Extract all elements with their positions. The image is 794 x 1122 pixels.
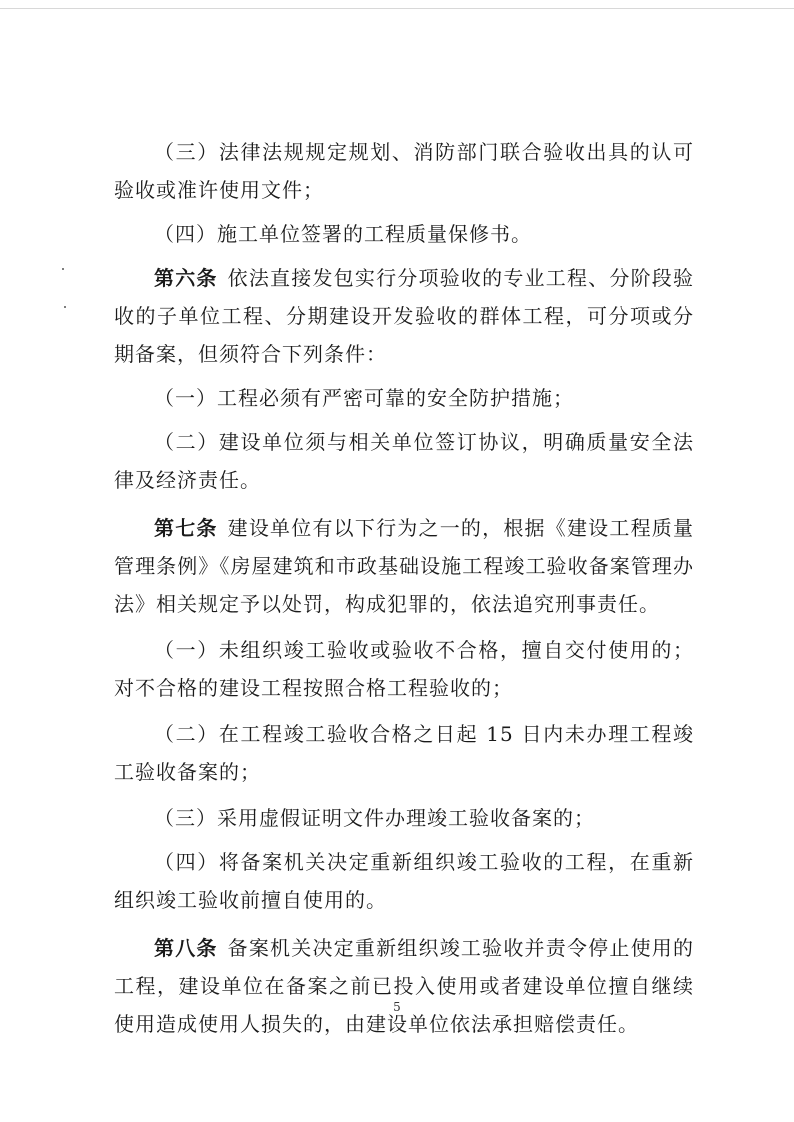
condition-item-2	[114, 423, 694, 499]
violation-item-4	[114, 843, 694, 919]
article-number: 第八条	[154, 936, 218, 960]
paragraph-text: 依法直接发包实行分项验收的专业工程、分阶段验收的子单位工程、分期建设开发验收的群体工程，可分项或分期备案，但须符合下列条件：	[114, 266, 694, 366]
article-number: 第六条	[154, 266, 218, 290]
paragraph-item-3	[114, 133, 694, 209]
paragraph-text: （二）建设单位须与相关单位签订协议，明确质量安全法律及经济责任。	[114, 430, 694, 492]
paragraph-text: （二）在工程竣工验收合格之日起 15 日内未办理工程竣工验收备案的；	[114, 722, 694, 784]
paragraph-text: （一）工程必须有严密可靠的安全防护措施；	[154, 386, 574, 410]
condition-item-1	[114, 379, 694, 417]
violation-item-2	[114, 715, 694, 791]
paragraph-text: （四）施工单位签署的工程质量保修书。	[154, 222, 532, 246]
article-6	[114, 259, 694, 373]
paragraph-item-4	[114, 215, 694, 253]
document-body	[114, 133, 694, 1043]
paragraph-text: 建设单位有以下行为之一的，根据《建设工程质量管理条例》《房屋建筑和市政基础设施工程竣工验收备案管理办法》相关规定予以处罚，构成犯罪的，依法追究刑事责任。	[114, 516, 694, 616]
paragraph-text: （四）将备案机关决定重新组织竣工验收的工程，在重新组织竣工验收前擅自使用的。	[114, 850, 694, 912]
violation-item-3	[114, 799, 694, 837]
scan-edge-line	[0, 8, 794, 9]
paragraph-text: （三）采用虚假证明文件办理竣工验收备案的；	[154, 806, 595, 830]
paragraph-text: 备案机关决定重新组织竣工验收并责令停止使用的工程，建设单位在备案之前已投入使用或者建设单位擅自继续使用造成使用人损失的，由建设单位依法承担赔偿责任。	[114, 936, 694, 1036]
paragraph-text: （一）未组织竣工验收或验收不合格，擅自交付使用的；对不合格的建设工程按照合格工程验收的；	[114, 638, 694, 700]
article-7	[114, 509, 694, 623]
scan-speck	[62, 268, 64, 270]
scan-speck	[64, 306, 66, 308]
article-8	[114, 929, 694, 1043]
page-number: 5	[393, 1000, 401, 1014]
paragraph-text: （三）法律法规规定规划、消防部门联合验收出具的认可验收或准许使用文件；	[114, 140, 694, 202]
article-number: 第七条	[154, 516, 218, 540]
violation-item-1	[114, 631, 694, 707]
